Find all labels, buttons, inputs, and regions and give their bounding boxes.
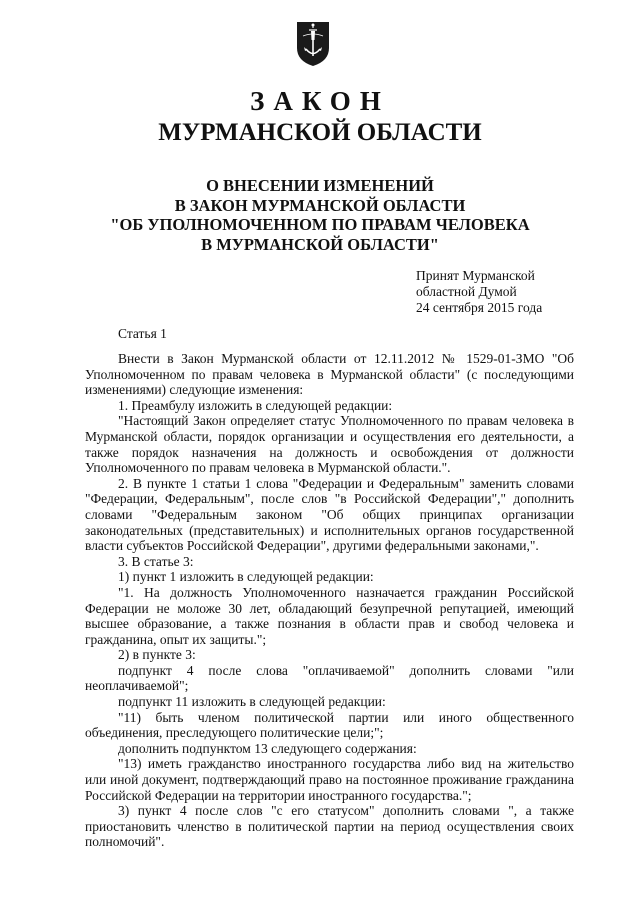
paragraph: "13) иметь гражданство иностранного государства либо вид на жительство или иной документ, подтверждающий право на постоянное проживание гражданина Российской Федерации на территории иностранного государства."; [85, 756, 574, 803]
article-heading: Статья 1 [118, 326, 167, 341]
law-subtitle [0, 176, 640, 254]
adoption-date: 24 сентября 2015 года [416, 300, 543, 315]
subtitle-line: О ВНЕСЕНИИ ИЗМЕНЕНИЙ [206, 176, 434, 195]
paragraph: подпункт 11 изложить в следующей редакции: [118, 694, 386, 710]
paragraph: 1) пункт 1 изложить в следующей редакции: [118, 569, 374, 585]
paragraph: подпункт 4 после слова "оплачиваемой" дополнить словами "или неоплачиваемой"; [85, 662, 574, 694]
paragraph: дополнить подпунктом 13 следующего содержания: [118, 740, 417, 756]
paragraph: 3) пункт 4 после слов "с его статусом" дополнить словами ", а также приостановить членство в политической партии на период осуществления своих полномочий". [85, 803, 574, 850]
adoption-info [416, 268, 542, 316]
paragraph: Внести в Закон Мурманской области от 12.11.2012 № 1529-01-ЗМО "Об Уполномоченном по правам человека в Мурманской области" (с последующими изменениями) следующие изменения: [85, 351, 574, 398]
adoption-line: Принят Мурманской [416, 268, 535, 283]
subtitle-line: В ЗАКОН МУРМАНСКОЙ ОБЛАСТИ [174, 195, 466, 215]
paragraph: "Настоящий Закон определяет статус Уполномоченного по правам человека в Мурманской области, порядок организации и осуществления его деятельности, а также порядок назначения на должность и освобождения от должности Уполномоченного по правам человека в Мурманской области.". [85, 413, 574, 476]
region-title: МУРМАНСКОЙ ОБЛАСТИ [158, 119, 482, 146]
paragraph: 3. В статье 3: [118, 553, 194, 569]
law-title: ЗАКОН [250, 86, 390, 116]
paragraph: "11) быть членом политической партии или иного общественного объединения, преследующего политические цели;"; [85, 709, 574, 741]
paragraph: "1. На должность Уполномоченного назначается гражданин Российской Федерации не моложе 30 лет, обладающий безупречной репутацией, имеющий высшее образование, а также познания в области прав и свобод человека и гражданина, опыт их защиты."; [85, 584, 574, 647]
adoption-line: областной Думой [416, 284, 517, 299]
paragraph: 2. В пункте 1 статьи 1 слова "Федерации и Федеральным" заменить словами "Федерации, Федеральным", после слов "в Российской Федерации"," дополнить словами "Федеральным законом "Об общих принципах организации законодательных (представительных) и исполнительных органов государственной власти субъектов Российской Федерации", другими федеральными законами,". [85, 475, 574, 554]
paragraph: 2) в пункте 3: [118, 647, 196, 663]
coat-of-arms-icon [294, 18, 332, 68]
article-body [85, 351, 574, 850]
subtitle-line: "ОБ УПОЛНОМОЧЕННОМ ПО ПРАВАМ ЧЕЛОВЕКА [110, 215, 530, 234]
paragraph: 1. Преамбулу изложить в следующей редакции: [118, 397, 393, 413]
subtitle-line: В МУРМАНСКОЙ ОБЛАСТИ" [201, 234, 439, 254]
